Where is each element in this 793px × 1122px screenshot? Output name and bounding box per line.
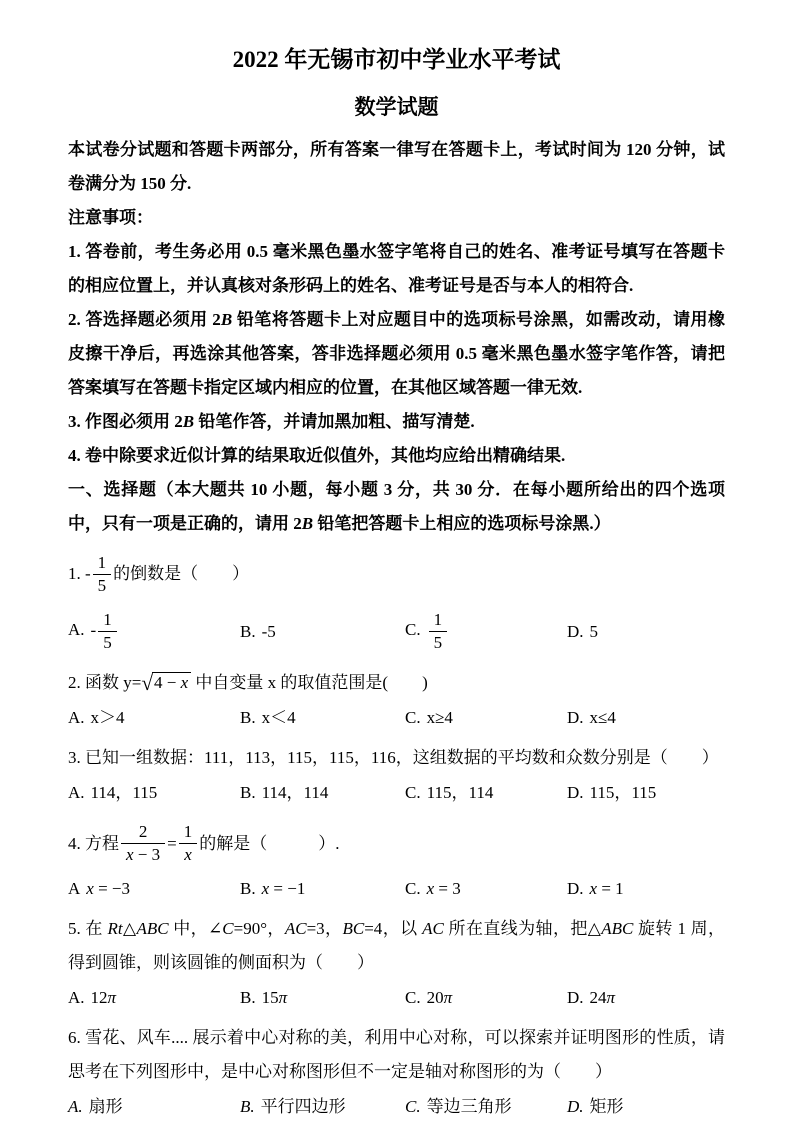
q5-option-b [240, 981, 405, 1015]
q2-option-a-value: x＞4 [90, 708, 125, 728]
q5-option-d-pi: π [606, 988, 616, 1008]
q2-option-b [240, 701, 405, 735]
q5-option-c-label: C. [405, 988, 421, 1008]
question-4-stem [68, 816, 725, 871]
q6-option-b-label: B. [240, 1097, 255, 1117]
q1-stem-pre: 1. - [68, 564, 91, 584]
q4-fraction-1-num: 2 [138, 822, 148, 842]
section1-post: 铅笔把答题卡上相应的选项标号涂黑.） [313, 513, 611, 533]
q2-option-d-label: D. [567, 708, 584, 728]
q1-fraction-denominator: 5 [93, 574, 112, 597]
radical-sign: √ [141, 671, 154, 696]
question-6-options [68, 1090, 725, 1122]
q3-option-a-value: 114，115 [90, 783, 158, 803]
q4-option-a [68, 872, 240, 906]
section1-pre: 一、选择题（本大题共 10 小题，每小题 3 分，共 30 分．在每小题所给出的四个选项中，只有一项是正确的，请用 2 [68, 479, 725, 533]
q5-part-ac2: AC [422, 919, 444, 939]
q6-option-d-value: 矩形 [589, 1097, 624, 1117]
q5-option-c-pi: π [443, 988, 453, 1008]
question-4-options [68, 872, 725, 906]
q1-option-c-fraction [427, 609, 450, 654]
q4-fraction-2-den: x [179, 843, 198, 866]
q4-option-b-label: B. [240, 879, 256, 899]
question-3-options [68, 776, 725, 810]
q3-option-a [68, 776, 240, 810]
q5-option-a-label: A. [68, 988, 85, 1008]
question-1-stem [68, 547, 725, 602]
q5-option-a-pi: π [107, 988, 117, 1008]
q2-option-a [68, 701, 240, 735]
q5-part-c: C [222, 919, 234, 939]
q2-option-c-value: x≥4 [426, 708, 453, 728]
q5-part-10: 所在直线为轴，把△ [443, 919, 602, 939]
q4-option-d [567, 872, 725, 906]
q6-option-d-label: D. [567, 1097, 584, 1117]
q1-option-b [240, 621, 405, 642]
note-4: 4. 卷中除要求近似计算的结果取近似值外，其他均应给出精确结果. [68, 445, 566, 465]
q2-option-b-label: B. [240, 708, 256, 728]
q2-option-d-value: x≤4 [589, 708, 616, 728]
q2-option-b-value: x＜4 [261, 708, 296, 728]
q3-option-c-value: 115，114 [426, 783, 494, 803]
q6-option-a-value: 扇形 [88, 1097, 123, 1117]
q1-option-b-label: B. [240, 621, 256, 641]
q4-stem-pre: 4. 方程 [68, 833, 119, 853]
note-3 [68, 405, 725, 439]
q1-stem-post: 的倒数是（ ） [113, 564, 250, 584]
q4-fraction-2 [177, 821, 200, 866]
q4-option-d-value: = 1 [597, 879, 624, 899]
q1-option-c [405, 609, 567, 654]
q2-square-root [141, 666, 191, 700]
q5-option-a-value: 12 [90, 988, 108, 1008]
notes-heading: 注意事项： [68, 207, 153, 227]
q5-option-c-value: 20 [426, 988, 444, 1008]
q4-option-d-x: x [589, 879, 598, 899]
q5-option-d-label: D. [567, 988, 584, 1008]
q5-part-abc: ABC [601, 919, 634, 939]
q1-option-c-num: 1 [433, 609, 443, 629]
note-2 [68, 303, 725, 405]
q6-option-c-label: C. [405, 1097, 421, 1117]
page-subtitle: 数学试题 [354, 94, 439, 119]
q1-option-c-label: C. [405, 620, 421, 640]
q5-part-rt-abc: Rt△ABC [107, 919, 169, 939]
q2-option-c-label: C. [405, 708, 421, 728]
section1-italic: B [301, 513, 314, 533]
note-1: 1. 答卷前，考生务必用 0.5 毫米黑色墨水签字笔将自己的姓名、准考证号填写在答题卡的相应位置上，并认真核对条形码上的姓名、准考证号是否与本人的相符合. [68, 241, 725, 295]
q2-option-c [405, 701, 567, 735]
q1-option-c-den: 5 [429, 631, 448, 654]
q4-fraction-1 [119, 821, 167, 866]
page-title: 2022 年无锡市初中学业水平考试 [232, 47, 561, 72]
section1-heading [68, 473, 725, 541]
q6-option-c-value: 等边三角形 [426, 1097, 512, 1117]
q3-option-d-value: 115，115 [589, 783, 657, 803]
question-5-stem [68, 912, 725, 980]
q5-part-6: =3， [306, 919, 343, 939]
q6-option-a [68, 1090, 240, 1122]
q2-radicand-pre: 4 − [154, 673, 181, 693]
q4-option-b [240, 872, 405, 906]
q3-option-b-label: B. [240, 783, 256, 803]
q5-part-4: =90°， [233, 919, 285, 939]
q2-radicand [152, 672, 191, 692]
q1-option-a-num: 1 [103, 609, 112, 629]
q5-part-ac1: AC [284, 919, 307, 939]
q5-option-c [405, 981, 567, 1015]
q1-option-a-minus: - [90, 620, 97, 640]
q6-option-b-value: 平行四边形 [260, 1097, 346, 1117]
q4-option-a-value: = −3 [93, 879, 131, 899]
q4-option-d-label: D. [567, 879, 584, 899]
q2-stem-pre: 2. 函数 y= [68, 673, 142, 693]
q6-option-c [405, 1090, 567, 1122]
q3-option-d [567, 776, 725, 810]
q2-option-a-label: A. [68, 708, 85, 728]
note-2-italic: B [220, 309, 233, 329]
q1-option-a-fraction [96, 609, 119, 654]
q1-option-a-label: A. [68, 620, 85, 640]
note-2-pre: 2. 答选择题必须用 2 [68, 309, 221, 329]
note-3-post: 铅笔作答，并请加黑加粗、描写清楚. [194, 411, 475, 431]
question-6-stem: 6. 雪花、风车.... 展示着中心对称的美，利用中心对称，可以探索并证明图形的性质，请思考在下列图形中，是中心对称图形但不一定是轴对称图形的为（ ） [68, 1028, 725, 1082]
q1-option-d [567, 621, 725, 642]
q1-option-a [68, 609, 240, 654]
q6-option-d [567, 1090, 725, 1122]
q4-stem-post: 的解是（ ）. [199, 833, 340, 853]
question-1-options [68, 603, 725, 660]
q2-radicand-x: x [180, 673, 189, 693]
q1-option-a-den: 5 [98, 631, 117, 654]
question-3-stem: 3. 已知一组数据：111，113，115，115，116，这组数据的平均数和众数分别是（ ） [68, 748, 719, 768]
note-3-pre: 3. 作图必须用 2 [68, 411, 183, 431]
q4-option-c [405, 872, 567, 906]
q4-option-b-value: = −1 [269, 879, 306, 899]
q5-part-0: 5. 在 [68, 919, 108, 939]
q5-part-8: =4，以 [364, 919, 423, 939]
q5-option-d-value: 24 [589, 988, 607, 1008]
q3-option-c-label: C. [405, 783, 421, 803]
q4-fraction-1-den-x: x [126, 845, 134, 865]
q5-part-bc: BC [342, 919, 365, 939]
q2-stem-post: 中自变量 x 的取值范围是( ) [191, 673, 428, 693]
q1-fraction-numerator: 1 [97, 552, 107, 572]
q5-part-2: 中，∠ [168, 919, 223, 939]
question-2-options [68, 701, 725, 735]
q3-option-a-label: A. [68, 783, 85, 803]
q1-option-b-value: -5 [261, 621, 276, 641]
q6-option-b [240, 1090, 405, 1122]
q4-option-a-label: A [68, 879, 81, 899]
q4-option-c-x: x [426, 879, 435, 899]
q3-option-d-label: D. [567, 783, 584, 803]
q4-fraction-2-num: 1 [183, 822, 193, 842]
q5-option-b-pi: π [278, 988, 288, 1008]
q2-option-d [567, 701, 725, 735]
intro-paragraph: 本试卷分试题和答题卡两部分，所有答案一律写在答题卡上，考试时间为 120 分钟，试卷满分为 150 分. [68, 139, 725, 193]
q1-option-d-label: D. [567, 621, 584, 641]
question-2-stem [68, 666, 725, 700]
q4-option-b-x: x [261, 879, 270, 899]
q3-option-c [405, 776, 567, 810]
q5-option-d [567, 981, 725, 1015]
q4-fraction-1-den [121, 843, 165, 866]
question-5-options [68, 981, 725, 1015]
q1-fraction [91, 552, 114, 597]
q3-option-b-value: 114，114 [261, 783, 329, 803]
q1-option-d-value: 5 [589, 621, 599, 641]
q4-equals-sign: = [167, 833, 177, 853]
note-3-italic: B [182, 411, 195, 431]
q4-option-c-value: = 3 [434, 879, 461, 899]
note-2-post: 铅笔将答题卡上对应题目中的选项标号涂黑，如需改动，请用橡皮擦干净后，再选涂其他答案，答非选择题必须用 0.5 毫米黑色墨水签字笔作答，请把答案填写在答题卡指定区域内相应的位置，在其他区域答题一律无效. [68, 309, 726, 397]
q4-option-a-x: x [86, 879, 94, 899]
q5-part-12: 旋转 1 周，得到圆锥，则该圆锥的侧面积为（ ） [68, 919, 726, 973]
q5-option-b-value: 15 [261, 988, 279, 1008]
q3-option-b [240, 776, 405, 810]
q6-option-a-label: A. [68, 1097, 83, 1117]
q4-option-c-label: C. [405, 879, 421, 899]
q5-option-b-label: B. [240, 988, 256, 1008]
q4-fraction-1-den-rest: − 3 [133, 845, 161, 865]
q5-option-a [68, 981, 240, 1015]
